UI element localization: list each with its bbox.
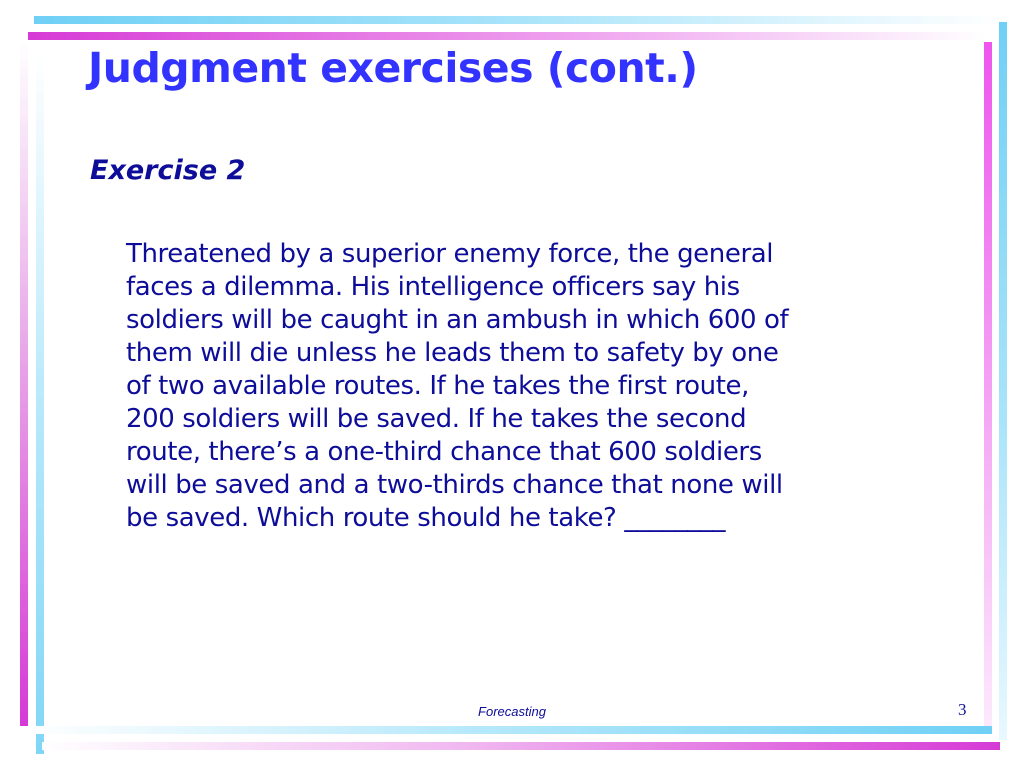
- decorative-right-bar-magenta: [984, 42, 992, 732]
- decorative-right-bar-blue: [999, 22, 1007, 740]
- exercise-body-line: route, there’s a one-third chance that 600 soldiers: [126, 437, 762, 467]
- slide-title: Judgment exercises (cont.): [88, 44, 698, 92]
- decorative-top-bar-blue: [34, 16, 1000, 24]
- decorative-top-bar-magenta: [28, 32, 986, 40]
- exercise-body-line: them will die unless he leads them to safety by one: [126, 338, 779, 368]
- decorative-bottom-bar-magenta: [42, 742, 1000, 750]
- exercise-heading: Exercise 2: [90, 155, 246, 186]
- exercise-body-line: of two available routes. If he takes the first route,: [126, 371, 749, 401]
- exercise-body-line: be saved. Which route should he take? ________: [126, 503, 726, 533]
- decorative-left-bar-magenta: [20, 40, 28, 726]
- footer-label: Forecasting: [478, 704, 546, 719]
- exercise-body-line: will be saved and a two-thirds chance that none will: [126, 470, 783, 500]
- exercise-body-line: faces a dilemma. His intelligence officers say his: [126, 272, 740, 302]
- exercise-body-line: 200 soldiers will be saved. If he takes the second: [126, 404, 747, 434]
- exercise-body-line: soldiers will be caught in an ambush in which 600 of: [126, 305, 789, 335]
- decorative-left-bar-blue: [36, 52, 44, 754]
- decorative-bottom-bar-blue: [26, 726, 992, 734]
- exercise-body-line: Threatened by a superior enemy force, the general: [126, 239, 774, 269]
- exercise-body: [126, 238, 926, 535]
- page-number: 3: [958, 700, 967, 719]
